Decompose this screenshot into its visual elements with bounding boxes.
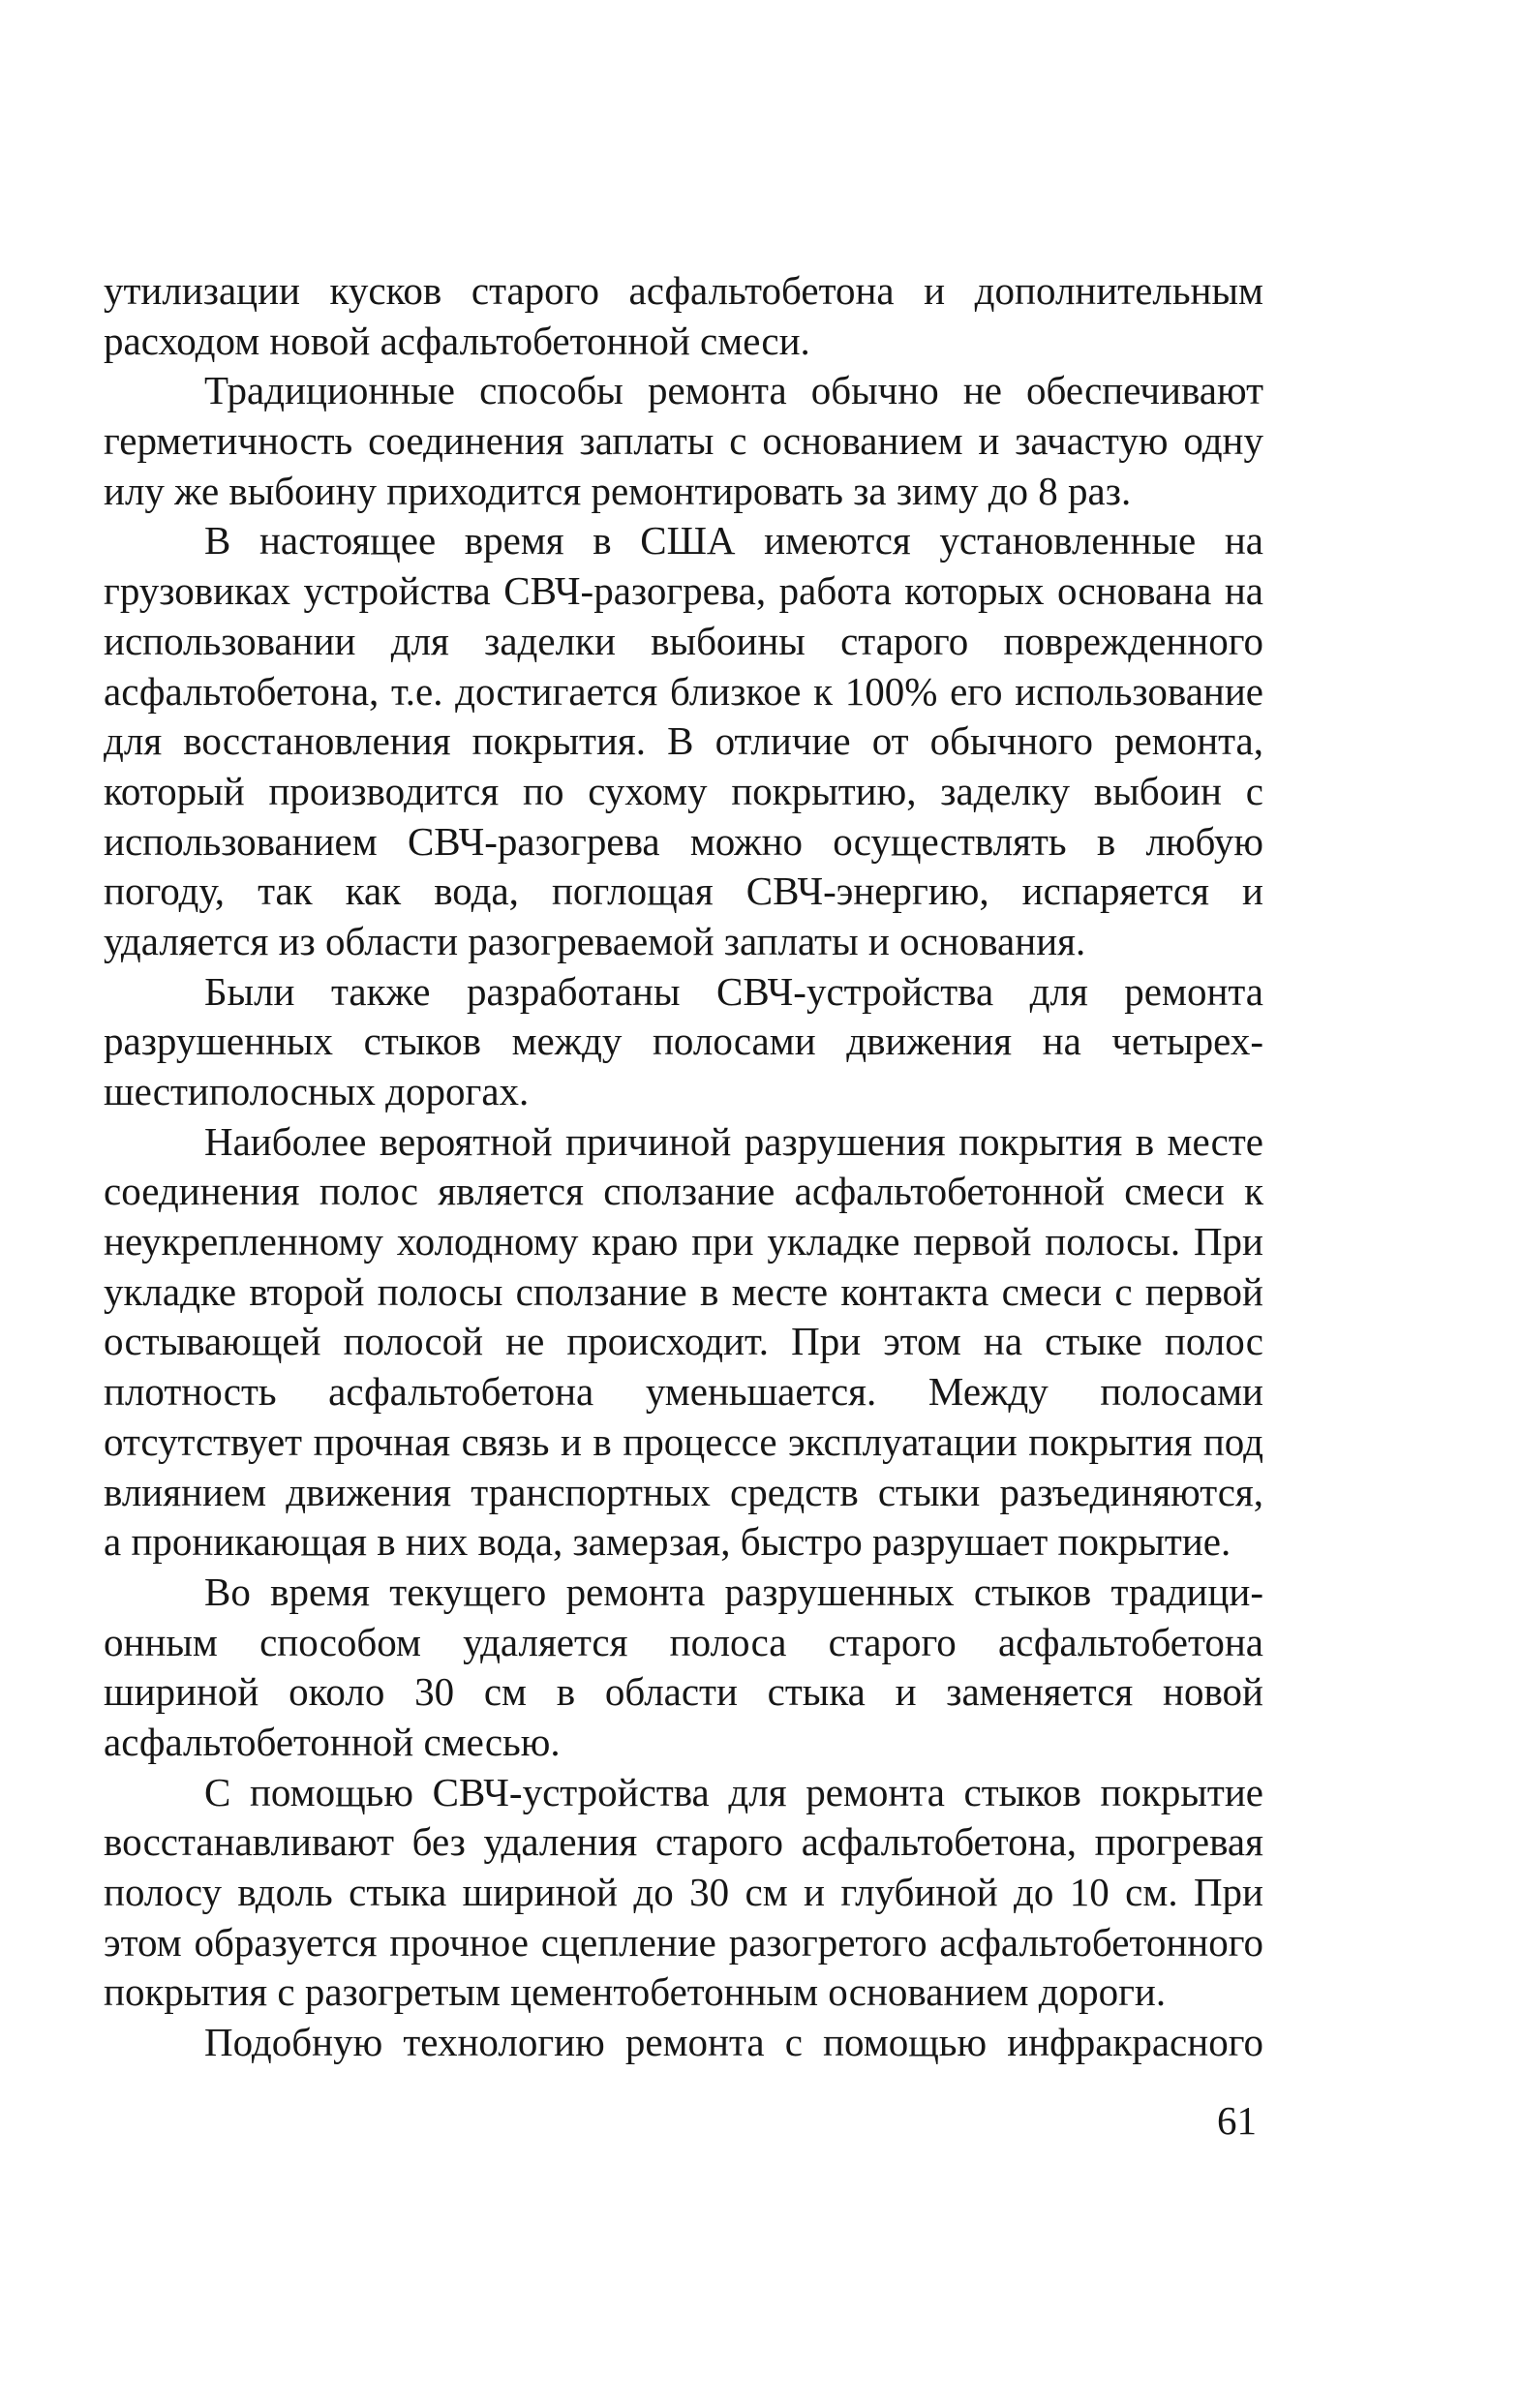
text-line: Наиболее вероятной причиной разрушения покрытия в месте: [204, 1118, 1263, 1164]
body-text: [104, 266, 1263, 2068]
text-line: восстанавливают без удаления старого асфальтобетона, прогревая: [104, 1819, 1263, 1865]
text-line: герметичность соединения заплаты с основанием и зачастую одну: [104, 418, 1263, 464]
text-line: онным способом удаляется полоса старого асфальтобетона: [104, 1619, 1263, 1664]
text-line: неукрепленному холодному краю при укладке первой полосы. При: [104, 1219, 1263, 1265]
text-line: расходом новой асфальтобетонной смеси.: [104, 318, 810, 363]
text-line: С помощью СВЧ-устройства для ремонта стыков покрытие: [204, 1769, 1263, 1814]
paragraph: [104, 2018, 1263, 2068]
paragraph: [104, 1768, 1263, 2018]
text-line: соединения полос является сползание асфальтобетонной смеси к: [104, 1169, 1263, 1214]
text-line: полосу вдоль стыка шириной до 30 см и глубиной до 10 см. При: [104, 1870, 1263, 1914]
text-line: использовании для заделки выбоины старого поврежденного: [104, 618, 1263, 663]
text-line: удаляется из области разогреваемой заплаты и основания.: [104, 918, 1086, 963]
text-line: плотность асфальтобетона уменьшается. Между полосами: [104, 1369, 1263, 1415]
text-line: Были также разработаны СВЧ-устройства для ремонта: [204, 968, 1263, 1014]
text-line: для восстановления покрытия. В отличие от обычного ремонта,: [104, 718, 1263, 764]
paragraph: [104, 366, 1263, 516]
text-line: Во время текущего ремонта разрушенных стыков традици-: [204, 1569, 1263, 1614]
paragraph: [104, 266, 1263, 366]
text-line: илу же выбоину приходится ремонтировать за зиму до 8 раз.: [104, 468, 1132, 513]
paragraph: [104, 1568, 1263, 1768]
text-line: использованием СВЧ-разогрева можно осуществлять в любую: [104, 818, 1263, 864]
text-line: асфальтобетона, т.е. достигается близкое к 100% его использование: [104, 668, 1263, 714]
text-line: а проникающая в них вода, замерзая, быстро разрушает покрытие.: [104, 1519, 1231, 1565]
text-line: В настоящее время в США имеются установленные на: [204, 518, 1263, 564]
paragraph: [104, 1117, 1263, 1568]
text-line: остывающей полосой не происходит. При этом на стыке полос: [104, 1319, 1263, 1364]
text-line: шириной около 30 см в области стыка и заменяется новой: [104, 1669, 1263, 1715]
text-line: покрытия с разогретым цементобетонным основанием дороги.: [104, 1969, 1167, 2015]
text-line: Подобную технологию ремонта с помощью инфракрасного: [204, 2020, 1263, 2065]
text-line: асфальтобетонной смесью.: [104, 1719, 561, 1764]
text-line: этом образуется прочное сцепление разогретого асфальтобетонного: [104, 1919, 1263, 1965]
paragraph: [104, 967, 1263, 1117]
text-line: укладке второй полосы сползание в месте контакта смеси с первой: [104, 1268, 1263, 1314]
text-line: погоду, так как вода, поглощая СВЧ-энергию, испаряется и: [104, 869, 1263, 914]
text-line: отсутствует прочная связь и в процессе эксплуатации покрытия под: [104, 1418, 1263, 1464]
text-line: влиянием движения транспортных средств стыки разъединяются,: [104, 1469, 1263, 1514]
page-number: 61: [1217, 2098, 1257, 2143]
text-line: Традиционные способы ремонта обычно не обеспечивают: [204, 368, 1263, 413]
text-line: шестиполосных дорогах.: [104, 1069, 530, 1113]
paragraph: [104, 516, 1263, 966]
text-line: грузовиках устройства СВЧ-разогрева, работа которых основана на: [104, 568, 1263, 614]
text-line: который производится по сухому покрытию, заделку выбоин с: [104, 768, 1263, 813]
text-line: разрушенных стыков между полосами движения на четырех-: [104, 1019, 1263, 1064]
text-line: утилизации кусков старого асфальтобетона и дополнительным: [104, 268, 1263, 313]
